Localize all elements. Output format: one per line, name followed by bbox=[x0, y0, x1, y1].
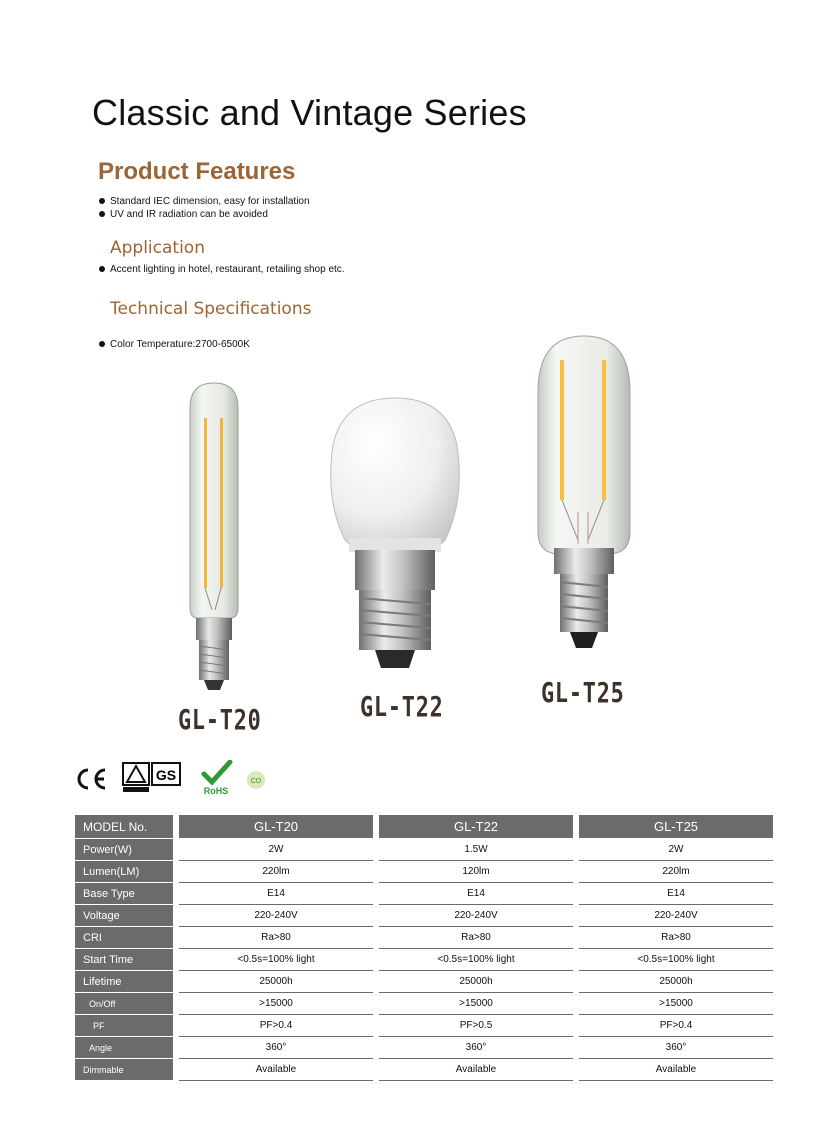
table-cell: <0.5s=100% light bbox=[379, 949, 573, 971]
table-cell: 220lm bbox=[179, 861, 373, 883]
table-row bbox=[75, 1059, 773, 1081]
table-row bbox=[75, 1015, 773, 1037]
features-list bbox=[98, 195, 310, 221]
table-cell: 25000h bbox=[179, 971, 373, 993]
features-heading: Product Features bbox=[98, 158, 296, 185]
table-row bbox=[75, 927, 773, 949]
table-cell: >15000 bbox=[179, 993, 373, 1015]
rohs-mark-icon bbox=[198, 760, 234, 796]
table-row bbox=[75, 993, 773, 1015]
list-item: Color Temperature:2700-6500K bbox=[98, 338, 250, 351]
table-cell: 220lm bbox=[579, 861, 773, 883]
table-cell: E14 bbox=[579, 883, 773, 905]
list-item: UV and IR radiation can be avoided bbox=[98, 208, 310, 221]
technical-heading: Technical Specifications bbox=[110, 299, 312, 319]
table-header-row bbox=[75, 815, 773, 839]
table-cell: E14 bbox=[379, 883, 573, 905]
row-label: Angle bbox=[75, 1037, 173, 1059]
row-label: CRI bbox=[75, 927, 173, 949]
row-label: Base Type bbox=[75, 883, 173, 905]
table-cell: Ra>80 bbox=[179, 927, 373, 949]
table-row bbox=[75, 883, 773, 905]
table-cell: 360° bbox=[379, 1037, 573, 1059]
list-item: Accent lighting in hotel, restaurant, retailing shop etc. bbox=[98, 263, 345, 276]
application-list bbox=[98, 263, 345, 276]
spec-table bbox=[75, 815, 773, 1081]
table-row bbox=[75, 949, 773, 971]
header-cell: MODEL No. bbox=[75, 815, 173, 839]
table-cell: 360° bbox=[579, 1037, 773, 1059]
bulb-gl-t20-image bbox=[180, 378, 255, 698]
row-label: Power(W) bbox=[75, 839, 173, 861]
column-header: GL-T20 bbox=[179, 815, 373, 839]
row-label: PF bbox=[75, 1015, 173, 1037]
co2-eco-icon bbox=[246, 770, 266, 790]
table-cell: Available bbox=[379, 1059, 573, 1081]
technical-list bbox=[98, 338, 250, 351]
row-label: Dimmable bbox=[75, 1059, 173, 1081]
table-row bbox=[75, 971, 773, 993]
table-cell: PF>0.5 bbox=[379, 1015, 573, 1037]
table-cell: 120lm bbox=[379, 861, 573, 883]
table-cell: 2W bbox=[179, 839, 373, 861]
row-label: Start Time bbox=[75, 949, 173, 971]
row-label: Voltage bbox=[75, 905, 173, 927]
svg-text:CO: CO bbox=[250, 778, 262, 785]
table-cell: 2W bbox=[579, 839, 773, 861]
table-cell: E14 bbox=[179, 883, 373, 905]
table-cell: 25000h bbox=[379, 971, 573, 993]
table-cell: Available bbox=[179, 1059, 373, 1081]
ce-mark-icon bbox=[74, 768, 108, 790]
table-row bbox=[75, 905, 773, 927]
table-cell: PF>0.4 bbox=[579, 1015, 773, 1037]
table-row bbox=[75, 839, 773, 861]
table-cell: >15000 bbox=[379, 993, 573, 1015]
page-title: Classic and Vintage Series bbox=[92, 92, 527, 133]
table-cell: 360° bbox=[179, 1037, 373, 1059]
list-item: Standard IEC dimension, easy for installation bbox=[98, 195, 310, 208]
bulb-gl-t25-image bbox=[532, 332, 642, 654]
product-label-gl-t25: GL-T25 bbox=[541, 676, 625, 709]
table-cell: 1.5W bbox=[379, 839, 573, 861]
table-cell: 220-240V bbox=[379, 905, 573, 927]
bulb-gl-t22-image bbox=[325, 390, 465, 675]
table-cell: PF>0.4 bbox=[179, 1015, 373, 1037]
row-label: On/Off bbox=[75, 993, 173, 1015]
product-label-gl-t22: GL-T22 bbox=[360, 690, 444, 723]
column-header: GL-T25 bbox=[579, 815, 773, 839]
table-cell: 220-240V bbox=[179, 905, 373, 927]
table-cell: Available bbox=[579, 1059, 773, 1081]
table-cell: Ra>80 bbox=[579, 927, 773, 949]
svg-text:GS: GS bbox=[155, 767, 177, 783]
table-cell: <0.5s=100% light bbox=[579, 949, 773, 971]
row-label: Lifetime bbox=[75, 971, 173, 993]
svg-text:RoHS: RoHS bbox=[203, 786, 229, 796]
table-cell: 220-240V bbox=[579, 905, 773, 927]
table-cell: <0.5s=100% light bbox=[179, 949, 373, 971]
row-label: Lumen(LM) bbox=[75, 861, 173, 883]
table-row bbox=[75, 1037, 773, 1059]
gs-mark-icon bbox=[122, 762, 182, 794]
product-label-gl-t20: GL-T20 bbox=[178, 703, 262, 736]
table-row bbox=[75, 861, 773, 883]
column-header: GL-T22 bbox=[379, 815, 573, 839]
table-cell: 25000h bbox=[579, 971, 773, 993]
application-heading: Application bbox=[110, 238, 205, 258]
table-cell: >15000 bbox=[579, 993, 773, 1015]
table-cell: Ra>80 bbox=[379, 927, 573, 949]
